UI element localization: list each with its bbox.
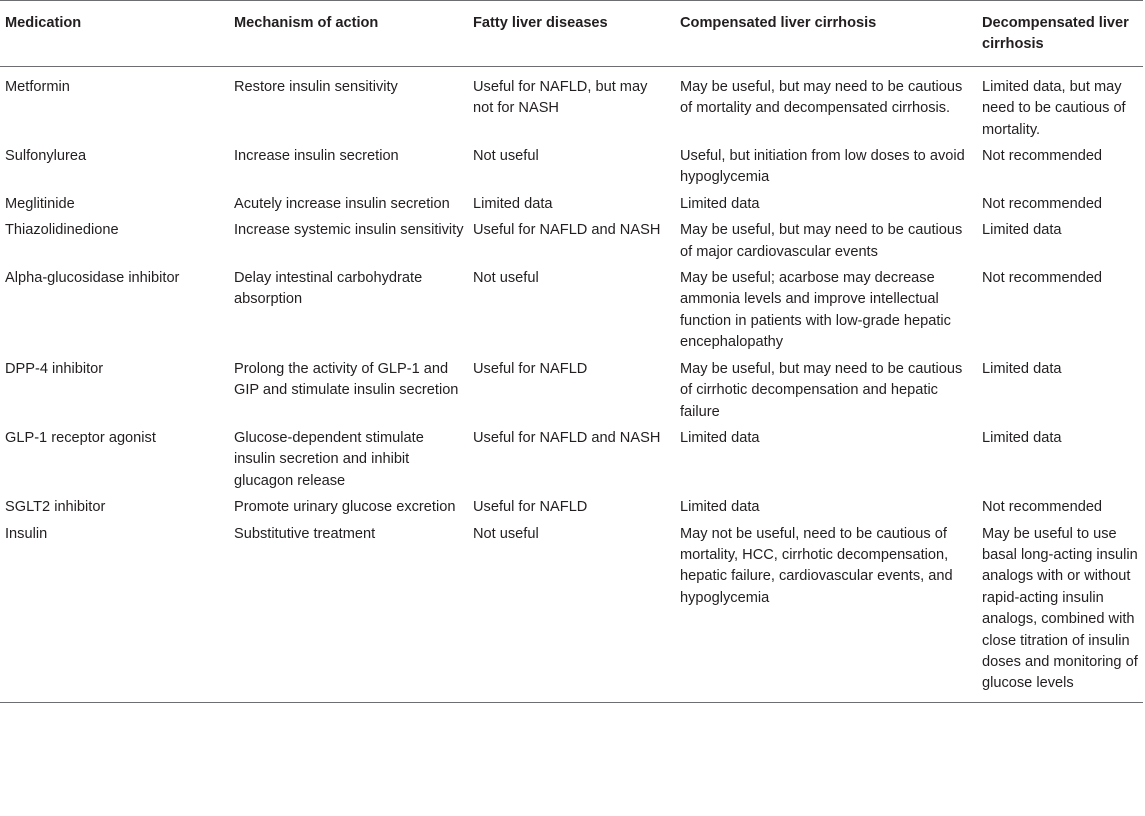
- cell-mechanism: Delay intestinal carbohydrate absorption: [234, 270, 423, 308]
- cell-medication: Sulfonylurea: [5, 148, 87, 165]
- cell-compensated: Useful, but initiation from low doses to avoid hypoglycemia: [680, 148, 965, 186]
- cell-decompensated: Not recommended: [982, 195, 1103, 212]
- cell-medication: Alpha-glucosidase inhibitor: [5, 270, 180, 287]
- header-mechanism: Mechanism of action: [234, 15, 379, 31]
- cell-decompensated: May be useful to use basal long-acting insulin analogs with or without rapid-acting insulin analogs, combined with close titration of insulin doses and monitoring of glucose levels: [982, 525, 1138, 692]
- cell-compensated: May be useful, but may need to be cautious of mortality and decompensated cirrhosis.: [680, 78, 963, 117]
- cell-decompensated: Not recommended: [982, 499, 1103, 516]
- cell-decompensated: Limited data, but may need to be cautious of mortality.: [982, 78, 1126, 138]
- cell-fatty-liver: Useful for NAFLD, but may not for NASH: [473, 78, 648, 117]
- cell-fatty-liver: Limited data: [473, 195, 553, 212]
- cell-decompensated: Not recommended: [982, 270, 1103, 287]
- table-row: [0, 220, 1143, 268]
- table-row: [0, 268, 1143, 359]
- table-row: [0, 66, 1143, 146]
- cell-fatty-liver: Useful for NAFLD and NASH: [473, 222, 661, 239]
- cell-mechanism: Increase systemic insulin sensitivity: [234, 222, 464, 239]
- cell-medication: SGLT2 inhibitor: [5, 499, 106, 516]
- cell-compensated: May be useful; acarbose may decrease ammonia levels and improve intellectual function in patients with low-grade hepatic encephalopathy: [680, 270, 951, 351]
- table-row: [0, 428, 1143, 497]
- table-row: [0, 359, 1143, 428]
- cell-fatty-liver: Not useful: [473, 148, 539, 165]
- table-row: [0, 146, 1143, 194]
- cell-compensated: Limited data: [680, 499, 760, 516]
- cell-mechanism: Increase insulin secretion: [234, 148, 399, 165]
- header-fatty-liver: Fatty liver diseases: [473, 15, 608, 31]
- header-medication: Medication: [5, 15, 82, 31]
- cell-fatty-liver: Not useful: [473, 525, 539, 542]
- cell-medication: DPP-4 inhibitor: [5, 360, 104, 377]
- cell-medication: GLP-1 receptor agonist: [5, 429, 156, 446]
- cell-mechanism: Prolong the activity of GLP-1 and GIP and stimulate insulin secretion: [234, 360, 459, 399]
- header-row: [0, 1, 1143, 67]
- cell-medication: Insulin: [5, 525, 48, 542]
- cell-fatty-liver: Useful for NAFLD: [473, 360, 588, 377]
- cell-fatty-liver: Not useful: [473, 270, 539, 287]
- cell-compensated: May not be useful, need to be cautious of mortality, HCC, cirrhotic decompensation, hepatic failure, cardiovascular events, and hypoglycemia: [680, 525, 953, 606]
- cell-medication: Thiazolidinedione: [5, 222, 119, 239]
- cell-mechanism: Restore insulin sensitivity: [234, 78, 398, 95]
- cell-medication: Metformin: [5, 78, 70, 95]
- cell-decompensated: Not recommended: [982, 148, 1103, 165]
- table-header: [0, 1, 1143, 67]
- header-compensated: Compensated liver cirrhosis: [680, 15, 877, 31]
- cell-mechanism: Promote urinary glucose excretion: [234, 499, 456, 516]
- table-body: [0, 66, 1143, 702]
- table-row: [0, 497, 1143, 523]
- cell-compensated: May be useful, but may need to be cautious of cirrhotic decompensation and hepatic failure: [680, 360, 963, 420]
- table-row: [0, 194, 1143, 220]
- cell-compensated: Limited data: [680, 195, 760, 212]
- cell-compensated: Limited data: [680, 429, 760, 446]
- table-row: [0, 524, 1143, 703]
- cell-medication: Meglitinide: [5, 195, 75, 212]
- cell-mechanism: Substitutive treatment: [234, 525, 376, 542]
- cell-fatty-liver: Useful for NAFLD: [473, 499, 588, 516]
- header-decompensated: Decompensated liver cirrhosis: [982, 15, 1129, 53]
- cell-mechanism: Glucose-dependent stimulate insulin secretion and inhibit glucagon release: [234, 429, 424, 489]
- cell-decompensated: Limited data: [982, 429, 1062, 446]
- cell-compensated: May be useful, but may need to be cautious of major cardiovascular events: [680, 222, 963, 260]
- cell-fatty-liver: Useful for NAFLD and NASH: [473, 429, 661, 446]
- cell-decompensated: Limited data: [982, 360, 1062, 377]
- cell-mechanism: Acutely increase insulin secretion: [234, 195, 450, 212]
- cell-decompensated: Limited data: [982, 222, 1062, 239]
